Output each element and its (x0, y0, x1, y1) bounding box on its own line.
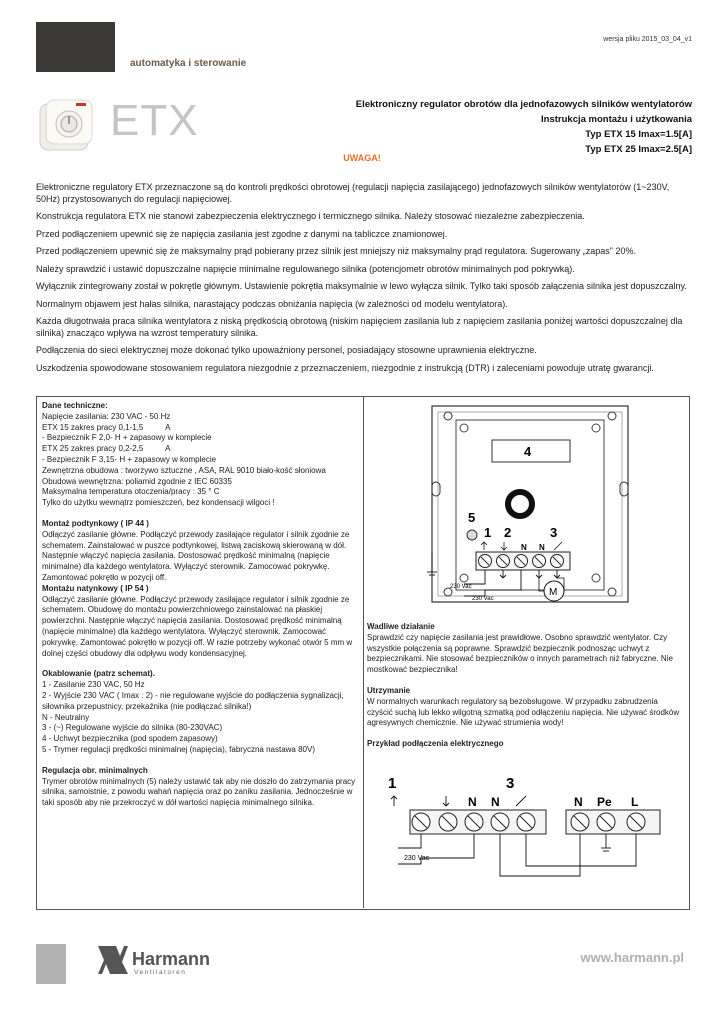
minreg-section (42, 766, 360, 809)
product-photo (36, 98, 100, 154)
mount54-heading: Montażu natynkowy ( IP 54 ) (42, 583, 149, 593)
left-column (42, 401, 360, 819)
wiring-line: 2 - Wyjście 230 VAC ( Imax : 2) - nie regulowane wyjście do podłączenia sygnalizacji, siłownika przepustnicy, przekaźnika (nie podłączać silnika!) (42, 690, 344, 711)
term-number-1: 1 (484, 525, 492, 540)
supply-label-2: 230 Vac (472, 596, 494, 602)
term-number-3: 3 (550, 525, 558, 540)
wiring-line: 5 - Trymer regulacji prędkości minimalnej (napięcia), fabryczna nastawa 80V) (42, 744, 315, 754)
example-letter-n3: N (574, 795, 583, 809)
title-line: Elektroniczny regulator obrotów dla jednofazowych silników wentylatorów (355, 99, 692, 110)
minreg-text: Trymer obrotów minimalnych (5) należy ustawić tak aby nie doszło do zatrzymania pracy silnika, samoistnie, z powodu wahań napięcia oraz po zaniku zasilania. Jednocześnie w taki sposób aby nie przekroczyć w dół wartości napięcia minimalnego silnika. (42, 776, 356, 808)
tech-line: - Bezpiecznik F 2,0- H + zapasowy w komplecie (42, 433, 212, 443)
fuse-label: 4 (524, 444, 532, 459)
document-title (356, 97, 692, 157)
title-line: Typ ETX 15 Imax=1.5[A] (585, 129, 692, 140)
wiring-section (42, 669, 360, 755)
faults-section (367, 622, 685, 676)
example-letter-pe: Pe (597, 795, 612, 809)
brand-name: Harmann (132, 949, 211, 969)
tech-line: - Bezpiecznik F 3,15- H + zapasowy w komplecie (42, 454, 217, 464)
title-line: Typ ETX 25 Imax=2.5[A] (585, 144, 692, 155)
example-letter-n2: N (491, 795, 500, 809)
term-letter-n2: N (539, 543, 545, 552)
website-link[interactable]: www.harmann.pl (580, 950, 684, 965)
intro-paragraph: Elektroniczne regulatory ETX przeznaczone są do kontroli prędkości obrotowej (regulacji napięcia zasilającego) jednofazowych silników wentylatorów (1~230V, 50Hz) przystosowanych do regulacji napięciowej. (36, 182, 670, 204)
term-number-2: 2 (504, 525, 512, 540)
header-dark-block (36, 22, 115, 72)
wiring-line: 4 - Uchwyt bezpiecznika (pod spodem zapasowy) (42, 734, 218, 744)
trimmer-label: 5 (468, 510, 476, 525)
intro-paragraph: Przed podłączeniem upewnić się że maksymalny prąd pobierany przez silnik jest mniejszy niż maksymalny prąd regulatora. Sugerowany „zapas" 20%. (36, 246, 636, 256)
maintenance-text: W normalnych warunkach regulatory są bezobsługowe. W przypadku zabrudzenia czyścić suchą lub lekko wilgotną szmatką pod odłączeniu napięcia. Nie używać środków agresywnych chemicznie. Nie używać strumienia wody! (367, 696, 680, 728)
title-line: Instrukcja montażu i użytkowania (541, 114, 692, 125)
harmann-logo (98, 944, 218, 976)
mount44-text: Odłączyć zasilanie główne. Podłączyć przewody zasilające regulator i silnik zgodnie ze schematem. Zainstalować w puszce podtynkowej, listwą zaciskową skierowaną w dół. Następnie włączyć napięcia zasilania. Dostosować prędkość minimalną (napięcie minimalne) dla każdego wentylatora. Wyłączyć sterownik. Zamocować pokrywkę. Zamontować pokrętło w pozycji off. (42, 529, 350, 582)
maintenance-heading: Utrzymanie (367, 685, 411, 695)
intro-paragraph: Przed podłączeniem upewnić się że napięcia zasilania jest zgodne z danymi na tabliczce znamionowej. (36, 228, 448, 239)
wiring-line: 3 - (~) Regulowane wyjście do silnika (80-230VAC) (42, 723, 223, 733)
example-letter-l: L (631, 795, 639, 809)
mount54-text: Odłączyć zasilanie główne. Podłączyć przewody zasilające regulator i silnik zgodnie ze schematem. Obudowę do montażu powierzchniowego zainstalować na płaskiej powierzchni. Następnie włączyć napięcia zasilania. Dostosować prędkość minimalną (napięcie minimalne) dla każdego wentylatora. Wyłączyć sterownik. Zamocować pokrywkę. Zamontować pokrętło w pozycji off. W razie potrzeby wykonać otwór 5 mm w dolnej części obudowy dla odpływu wody kondensacyjnej. (42, 594, 353, 658)
right-column (367, 622, 685, 750)
tech-line: Zewnętrzna obudowa : tworzywo sztuczne , ASA, RAL 9010 biało-kość słoniowa (42, 465, 326, 475)
example-letter-n1: N (468, 795, 477, 809)
intro-paragraph: Należy sprawdzić i ustawić dopuszczalne napięcie minimalne regulowanego silnika (potencjometr obrotów minimalnych pod pokrywką). (36, 263, 575, 274)
tech-line: ETX 25 zakres pracy 0,2-2,5 A (42, 444, 171, 454)
example-supply-label: 230 Vac (404, 855, 430, 862)
faults-heading: Wadliwe działanie (367, 622, 435, 631)
tech-heading: Dane techniczne: (42, 401, 108, 410)
example-number-1: 1 (388, 775, 397, 792)
example-heading: Przykład podłączenia elektrycznego (367, 739, 504, 749)
tech-line: Maksymalna temperatura otoczenia/pracy : 35 ° C (42, 487, 220, 497)
supply-label: 230 Vac (450, 584, 472, 590)
intro-paragraph: Podłączenia do sieci elektrycznej może dokonać tylko upoważniony personel, posiadający stosowne uprawnienia elektryczne. (36, 345, 537, 355)
file-version: wersja pliku 2015_03_04_v1 (603, 36, 692, 43)
column-divider (363, 396, 364, 908)
intro-paragraph: Normalnym objawem jest hałas silnika, narastający podczas obniżania napięcia (w zależności od modelu wentylatora). (36, 298, 508, 309)
product-name: ETX (110, 96, 199, 145)
example-number-3: 3 (506, 775, 515, 792)
mount54-section (42, 584, 360, 660)
mount44-section (42, 519, 360, 584)
term-letter-n1: N (521, 543, 527, 552)
intro-paragraph: Wyłącznik zintegrowany został w pokrętle głównym. Ustawienie pokrętła maksymalnie w lewo wyłącza silnik. Tylko taki sposób załączenia silnika jest dopuszczalny. (36, 281, 687, 291)
intro-paragraph: Każda długotrwała praca silnika wentylatora z niską prędkością obrotową (niskim napięciem zasilania lub z napięciem zasilania poniżej wartości dopuszczalnej dla silnika) znacząco wpływa na wzrost temperatury silnika. (36, 316, 683, 338)
tech-line: Obudowa wewnętrzna: poliamid zgodnie z IEC 60335 (42, 476, 232, 486)
maintenance-section (367, 686, 685, 729)
tech-line: ETX 15 zakres pracy 0,1-1,5 A (42, 422, 171, 432)
mount44-heading: Montaż podtynkowy ( IP 44 ) (42, 518, 149, 528)
faults-text: Sprawdzić czy napięcie zasilania jest prawidłowe. Osobno sprawdzić wentylator. Czy wszystkie połączenia są poprawne. Sprawdzić bezpiecznik podnosząc uchwyt z bezpiecznikami. Nie stosować bezpieczników o innych parametrach niż fabryczne. Nie mostkować bezpiecznika! (367, 632, 673, 675)
regulator-board-diagram (372, 402, 688, 618)
brand-sub: Ventilatoren (134, 969, 187, 976)
warning-heading: UWAGA! (343, 153, 381, 163)
wiring-heading: Okablowanie (patrz schemat). (42, 669, 155, 679)
wiring-line: 1 - Zasilanie 230 VAC, 50 Hz (42, 680, 145, 690)
tagline: automatyka i sterowanie (130, 58, 247, 69)
tech-line: Napięcie zasilania: 230 VAC - 50 Hz (42, 411, 171, 421)
tech-line: Tylko do użytku wewnątrz pomieszczeń, bez kondensacji wilgoci ! (42, 498, 275, 508)
intro-text (36, 182, 692, 380)
footer-grey-block (36, 944, 66, 984)
wiring-line: N - Neutralny (42, 712, 90, 722)
connection-example-diagram (368, 768, 686, 908)
tech-section (42, 401, 360, 509)
minreg-heading: Regulacja obr. minimalnych (42, 765, 148, 775)
intro-paragraph: Uszkodzenia spowodowane stosowaniem regulatora niezgodnie z przeznaczeniem, niezgodnie z instrukcją (DTR) i zaleceniami powoduje utratę gwarancji. (36, 362, 654, 373)
intro-paragraph: Konstrukcja regulatora ETX nie stanowi zabezpieczenia elektrycznego i termicznego silnika. Należy stosować niezależne zabezpieczenia. (36, 211, 585, 221)
motor-label: M (549, 587, 558, 598)
